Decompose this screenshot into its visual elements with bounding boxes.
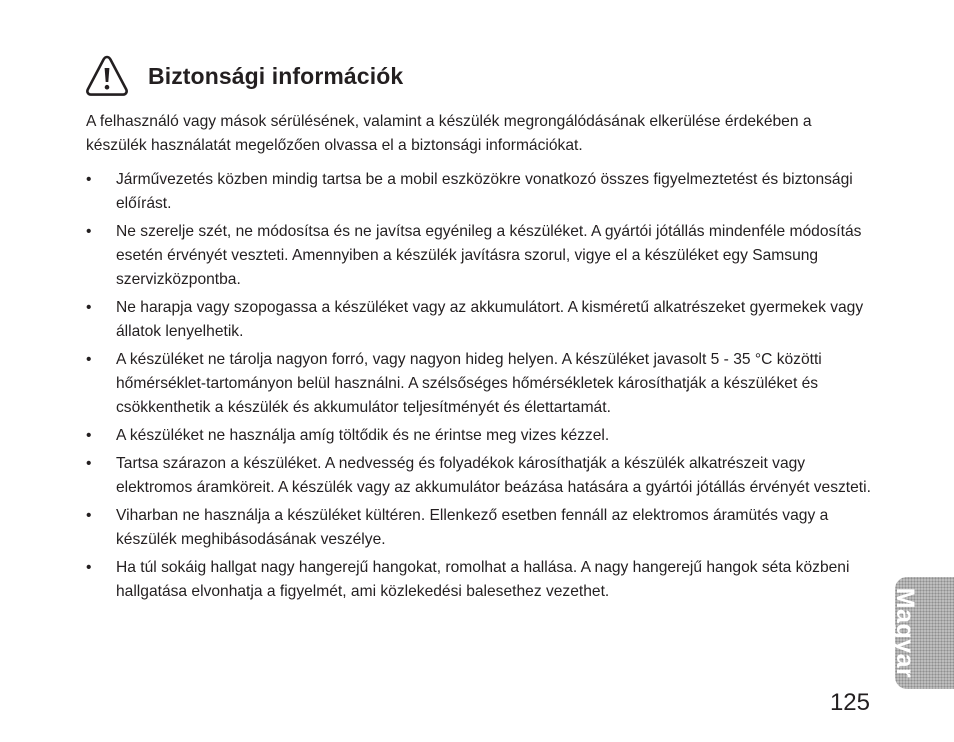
list-item-text: Tartsa szárazon a készüléket. A nedvesség és folyadékok károsíthatják a készülék alkatrészeit vagy elektromos áramköreit. A készülék vagy az akkumulátor beázása hatására a gyártói jótállás érvényét veszteti. bbox=[116, 455, 871, 496]
list-item-text: Ne harapja vagy szopogassa a készüléket vagy az akkumulátort. A kisméretű alkatrészeket gyermekek vagy állatok lenyelhetik. bbox=[116, 299, 864, 340]
list-item-text: Járművezetés közben mindig tartsa be a mobil eszközökre vonatkozó összes figyelmeztetést és biztonsági előírást. bbox=[116, 171, 853, 212]
intro-paragraph: A felhasználó vagy mások sérülésének, valamint a készülék megrongálódásának elkerülése érdekében a készülék használatát megelőzően olvassa el a biztonsági információkat. bbox=[86, 113, 812, 154]
list-item bbox=[86, 556, 876, 604]
list-item bbox=[86, 424, 876, 448]
list-item bbox=[86, 168, 876, 216]
list-item-text: A készüléket ne tárolja nagyon forró, vagy nagyon hideg helyen. A készüléket javasolt 5 - 35 °C közötti hőmérséklet-tartományon belül használni. A szélsőséges hőmérsékletek károsíthatják a készüléket és csökkenthetik a készülék és akkumulátor teljesítményét és élettartamát. bbox=[116, 351, 822, 416]
page-number: 125 bbox=[829, 689, 870, 716]
section-header bbox=[84, 53, 864, 103]
safety-bullet-list bbox=[86, 168, 876, 608]
bullet-icon: • bbox=[86, 351, 92, 368]
list-item bbox=[86, 504, 876, 552]
bullet-icon: • bbox=[86, 171, 92, 188]
list-item bbox=[86, 296, 876, 344]
page-title: Biztonsági információk bbox=[148, 63, 404, 89]
list-item bbox=[86, 220, 876, 292]
list-item-text: Viharban ne használja a készüléket kültéren. Ellenkező esetben fennáll az elektromos áramütés vagy a készülék meghibásodásának veszélye. bbox=[116, 507, 829, 548]
list-item-text: Ne szerelje szét, ne módosítsa és ne javítsa egyénileg a készüléket. A gyártói jótállás mindenféle módosítás esetén érvényét veszteti. Amennyiben a készülék javításra szorul, vigye el a készüléket egy Samsung szervizközpontba. bbox=[116, 223, 862, 288]
language-tab-label: Magyar bbox=[891, 587, 919, 679]
bullet-icon: • bbox=[86, 507, 92, 524]
bullet-icon: • bbox=[86, 455, 92, 472]
list-item-text: A készüléket ne használja amíg töltődik és ne érintse meg vizes kézzel. bbox=[116, 427, 610, 444]
list-item bbox=[86, 452, 876, 500]
bullet-icon: • bbox=[86, 427, 92, 444]
bullet-icon: • bbox=[86, 299, 92, 316]
bullet-icon: • bbox=[86, 223, 92, 240]
warning-triangle-icon bbox=[84, 53, 130, 99]
list-item bbox=[86, 348, 876, 420]
bullet-icon: • bbox=[86, 559, 92, 576]
list-item-text: Ha túl sokáig hallgat nagy hangerejű hangokat, romolhat a hallása. A nagy hangerejű hangok séta közbeni hallgatása elvonhatja a figyelmét, ami közlekedési balesethez vezethet. bbox=[116, 559, 850, 600]
language-side-tab bbox=[891, 577, 954, 689]
